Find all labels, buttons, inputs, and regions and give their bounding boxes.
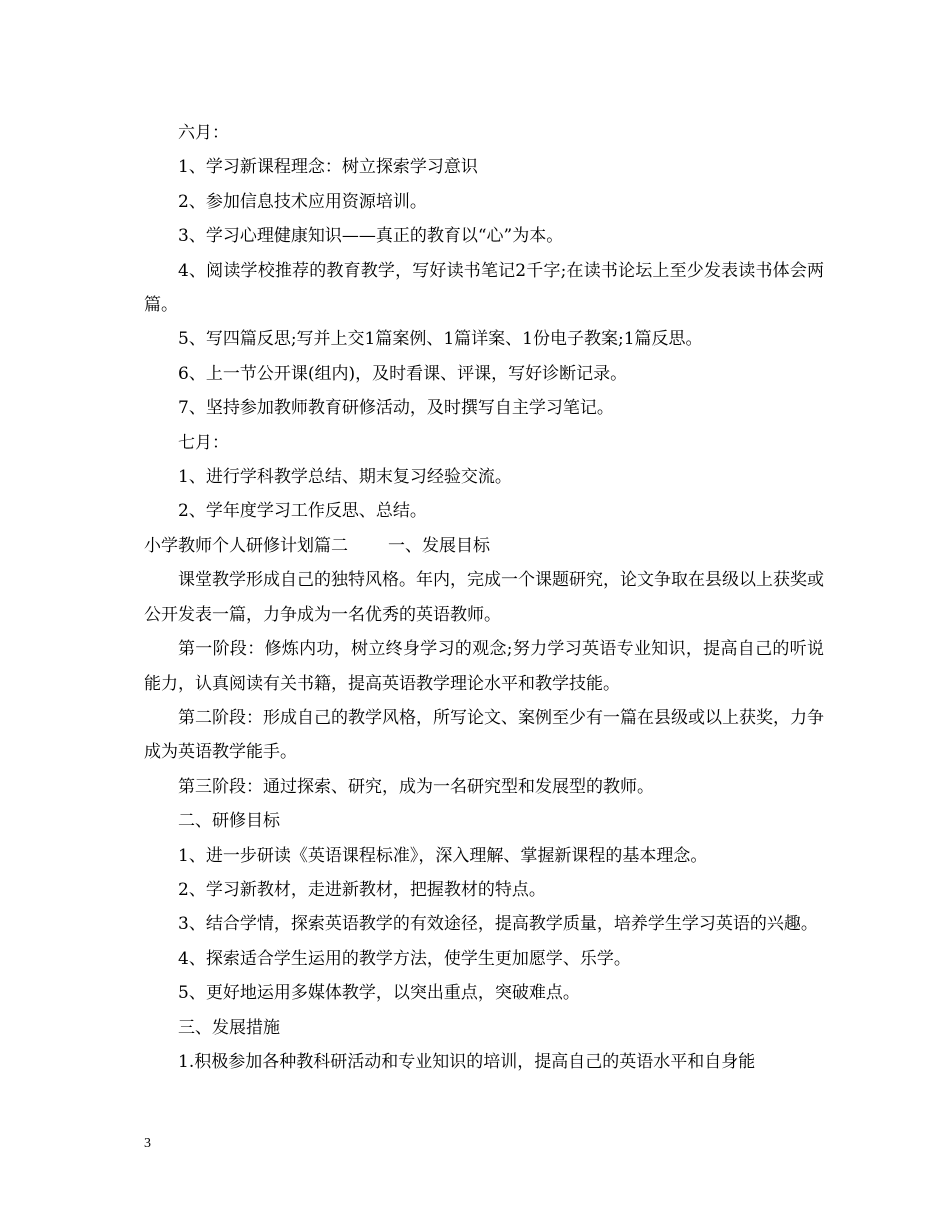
paragraph-june-item-5: 5、写四篇反思;写并上交1篇案例、1篇详案、1份电子教案;1篇反思。 [178, 329, 703, 350]
paragraph-study-goals-heading: 二、研修目标 [178, 811, 280, 832]
paragraph-stage-1: 第一阶段：修炼内功，树立终身学习的观念;努力学习英语专业知识，提高自己的听说能力，认真阅读有关书籍，提高英语教学理论水平和教学技能。 [144, 639, 824, 694]
paragraph-july-heading: 七月： [178, 432, 229, 453]
paragraph-june-heading: 六月： [178, 123, 229, 143]
paragraph-july-item-1: 1、进行学科教学总结、期末复习经验交流。 [178, 467, 512, 488]
paragraph-goal-summary: 课堂教学形成自己的独特风格。年内，完成一个课题研究，论文争取在县级以上获奖或公开发表一篇，力争成为一名优秀的英语教师。 [144, 570, 824, 625]
paragraph-study-goal-3: 3、结合学情，探索英语教学的有效途径，提高教学质量，培养学生学习英语的兴趣。 [178, 914, 818, 935]
document-body [144, 116, 824, 1079]
section-title: 小学教师个人研修计划篇二 [144, 535, 348, 556]
paragraph-june-item-6: 6、上一节公开课(组内)，及时看课、评课，写好诊断记录。 [178, 363, 628, 384]
paragraph-june-item-2: 2、参加信息技术应用资源培训。 [178, 191, 427, 212]
section-subtitle: 一、发展目标 [388, 535, 490, 556]
paragraph-june-item-1: 1、学习新课程理念：树立探索学习意识 [178, 157, 478, 178]
paragraph-june-item-7: 7、坚持参加教师教育研修活动，及时撰写自主学习笔记。 [178, 398, 614, 419]
page-number: 3 [144, 1136, 151, 1151]
paragraph-stage-3: 第三阶段：通过探索、研究，成为一名研究型和发展型的教师。 [178, 776, 654, 797]
paragraph-june-item-3: 3、学习心理健康知识——真正的教育以“心”为本。 [178, 226, 564, 247]
paragraph-june-item-4: 4、阅读学校推荐的教育教学，写好读书笔记2千字;在读书论坛上至少发表读书体会两篇。 [144, 260, 824, 316]
paragraph-study-goal-2: 2、学习新教材，走进新教材，把握教材的特点。 [178, 879, 546, 900]
paragraph-measures-heading: 三、发展措施 [178, 1017, 280, 1038]
paragraph-study-goal-1: 1、进一步研读《英语课程标准》，深入理解、掌握新课程的基本理念。 [178, 845, 708, 866]
paragraph-study-goal-4: 4、探索适合学生运用的教学方法，使学生更加愿学、乐学。 [178, 948, 631, 969]
paragraph-measure-1: 1.积极参加各种教科研活动和专业知识的培训，提高自己的英语水平和自身能 [178, 1051, 756, 1072]
section-heading [144, 529, 824, 563]
paragraph-stage-2: 第二阶段：形成自己的教学风格，所写论文、案例至少有一篇在县级或以上获奖，力争成为英语教学能手。 [144, 707, 824, 763]
paragraph-study-goal-5: 5、更好地运用多媒体教学，以突出重点，突破难点。 [178, 983, 580, 1004]
paragraph-july-item-2: 2、学年度学习工作反思、总结。 [178, 501, 427, 522]
